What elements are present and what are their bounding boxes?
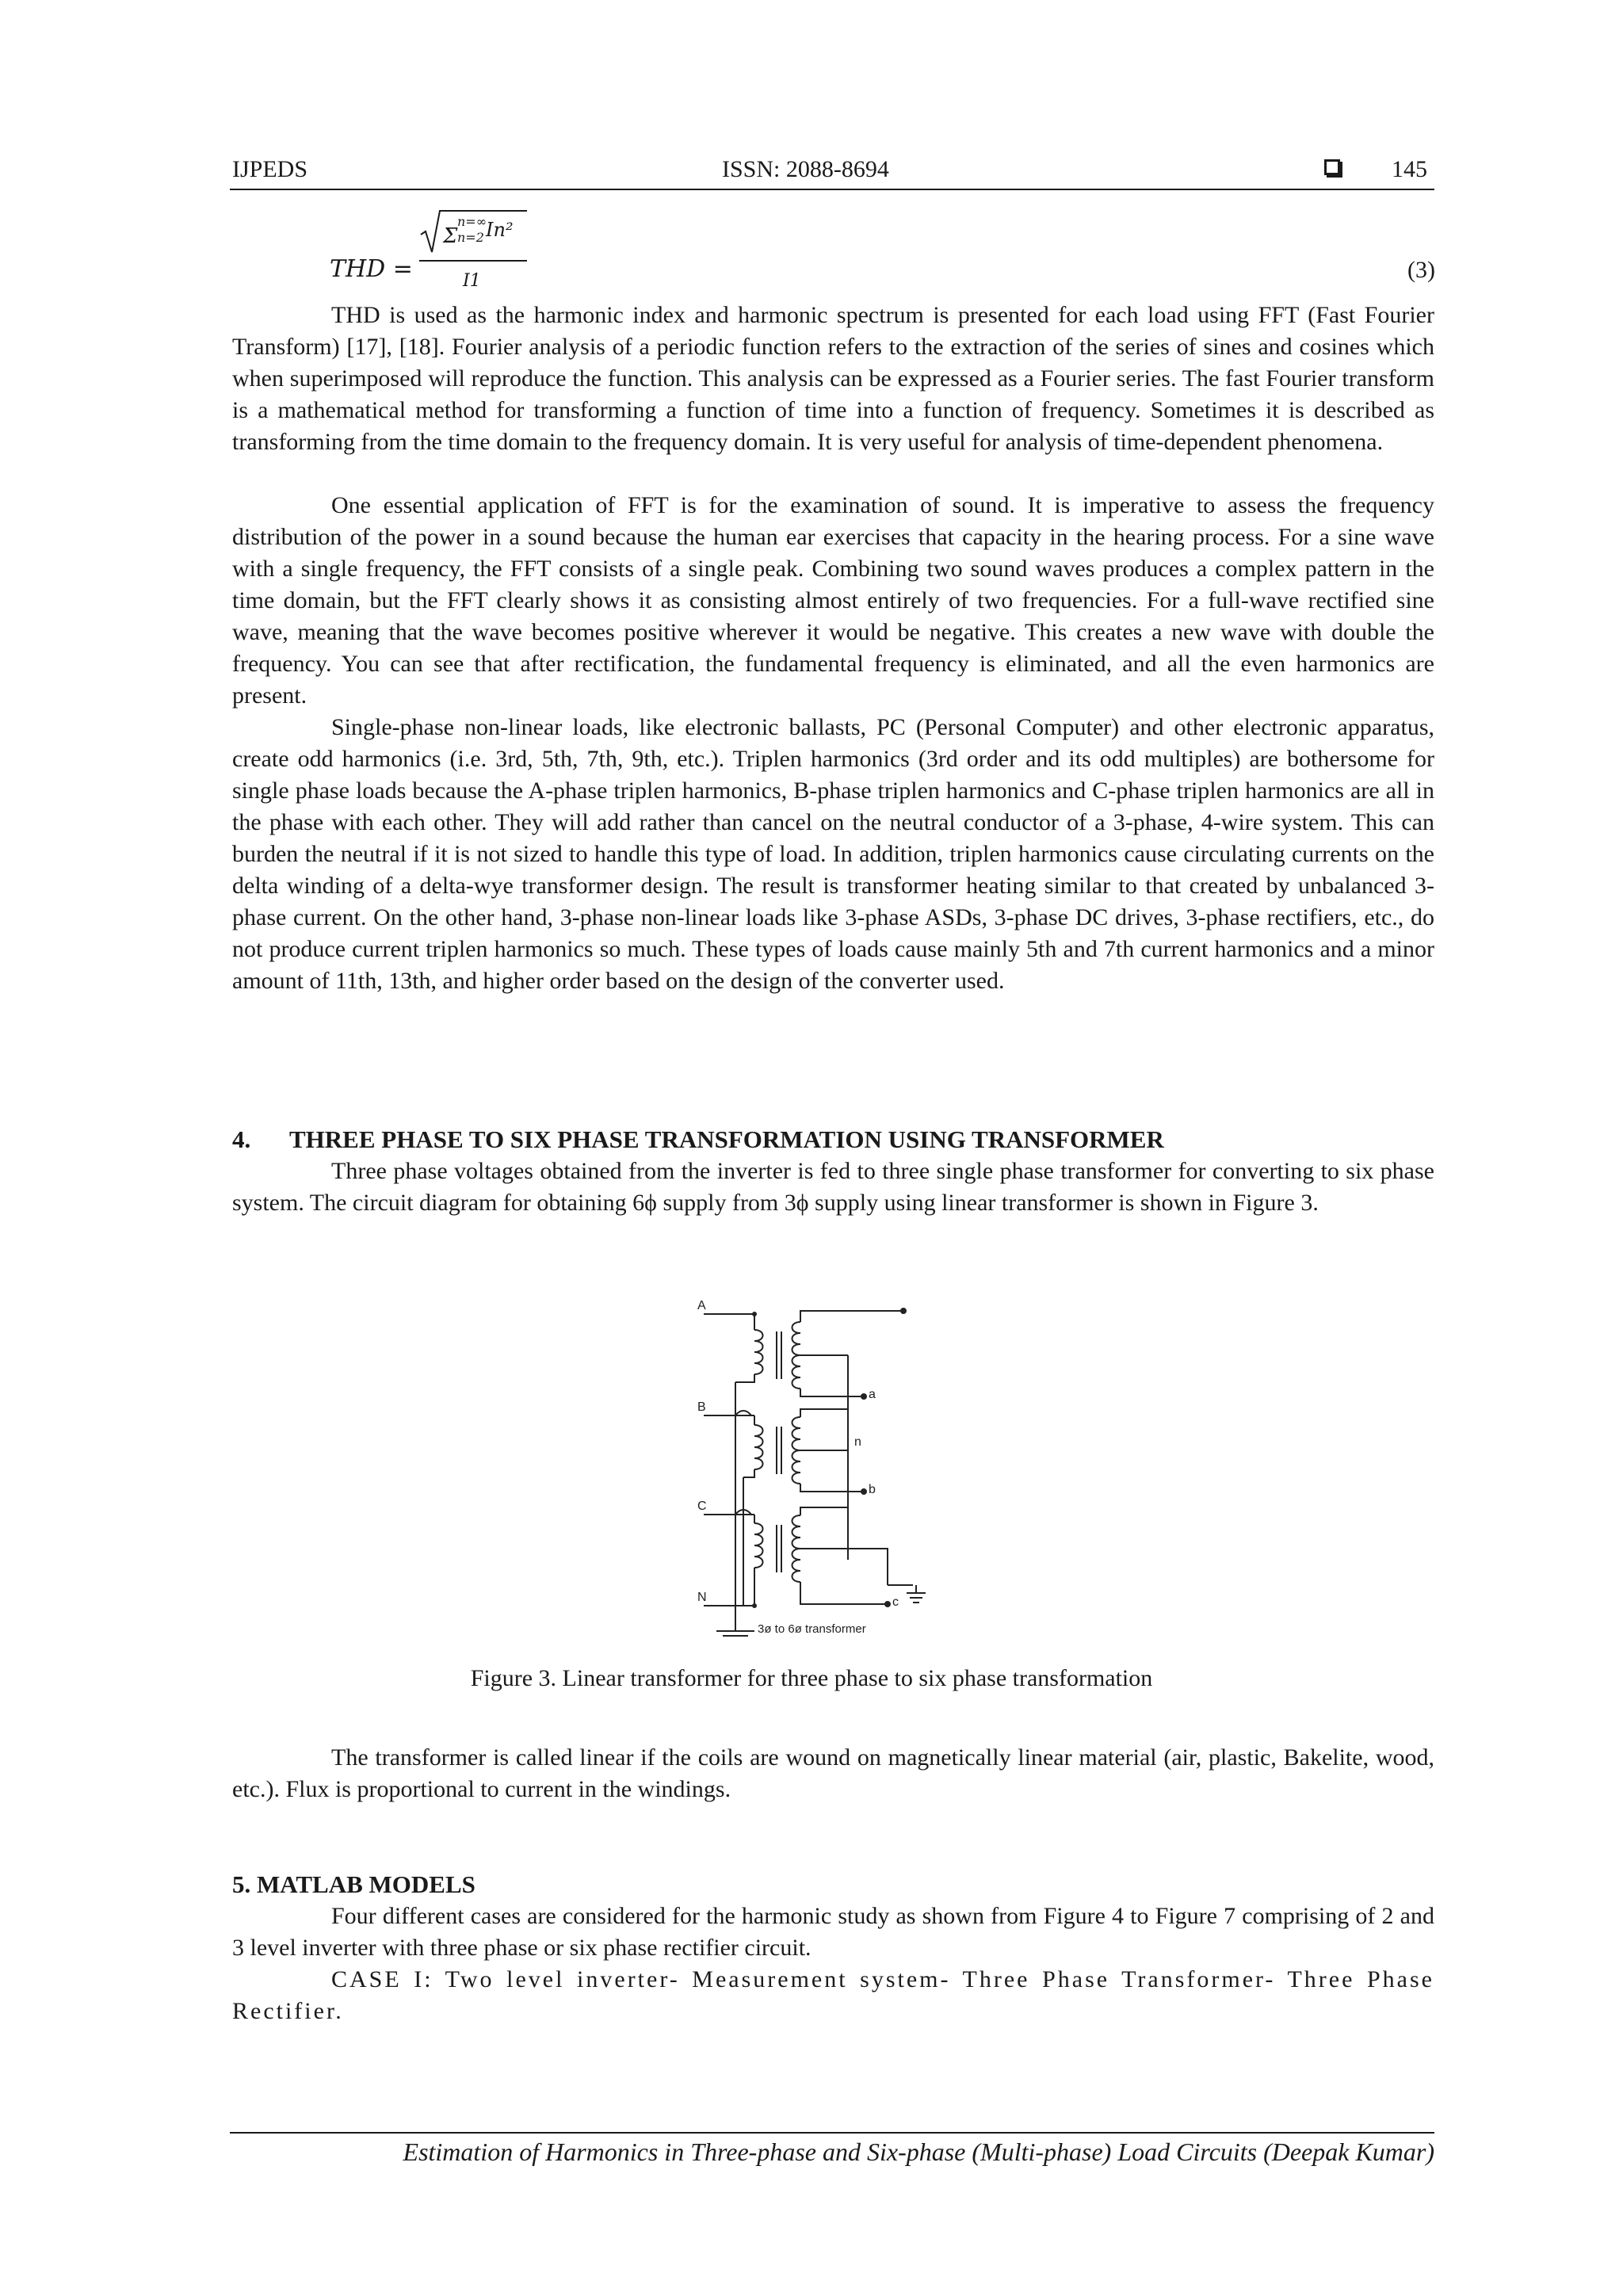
sum-sign-icon: Σ (443, 224, 458, 248)
label-phase-a: A (697, 1299, 706, 1312)
page-number: 145 (1392, 156, 1427, 182)
issn: ISSN: 2088-8694 (722, 156, 889, 182)
thd-equation (330, 208, 1435, 303)
equation-lhs: THD = (330, 255, 413, 283)
label-output-n: n (854, 1435, 861, 1449)
section-number: 4. (232, 1125, 251, 1153)
paragraph-nonlinear-loads: Single-phase non-linear loads, like electronic ballasts, PC (Personal Computer) and other electronic apparatus, create odd harmonics (i.e. 3rd, 5th, 7th, 9th, etc.). Triplen harmonics (3rd order and its odd multiples) are bothersome for single phase loads because the A-phase triplen harmonics, B-phase triplen harmonics and C-phase triplen harmonics are all in the phase with each other. They will add rather than cancel on the neutral conductor of a 3-phase, 4-wire system. This can burden the neutral if it is not sized to handle this type of load. In addition, triplen harmonics cause circulating currents on the delta winding of a delta-wye transformer design. The result is transformer heating similar to that created by unbalanced 3-phase current. On the other hand, 3-phase non-linear loads like 3-phase ASDs, 3-phase DC drives, 3-phase rectifiers, etc., do not produce current triplen harmonics so much. These types of loads cause mainly 5th and 7th current harmonics and a minor amount of 11th, 13th, and higher order based on the design of the converter used. (232, 714, 1434, 994)
equation-fraction (419, 208, 527, 303)
output-terminal (884, 1601, 891, 1607)
label-output-c: c (892, 1595, 899, 1609)
output-terminal (861, 1488, 867, 1495)
paragraph-four-cases: Four different cases are considered for the harmonic study as shown from Figure 4 to Figure 7 comprising of 2 and 3 level inverter with three phase or six phase rectifier circuit. (232, 1903, 1434, 1961)
checkbox-square-icon (1324, 159, 1340, 175)
paragraph-linear-transformer: The transformer is called linear if the coils are wound on magnetically linear material (air, plastic, Bakelite, wood, etc.). Flux is proportional to current in the windings. (232, 1744, 1434, 1802)
section-title: THREE PHASE TO SIX PHASE TRANSFORMATION USING TRANSFORMER (289, 1125, 1164, 1153)
figure-inner-caption: 3ø to 6ø transformer (758, 1622, 866, 1636)
equation-number: (3) (1407, 257, 1435, 283)
transformer-circuit-diagram (682, 1290, 1014, 1639)
paragraph-fft-sound: One essential application of FFT is for the examination of sound. It is imperative to assess the frequency distribution of the power in a sound because the human ear exercises that capacity in the hearing process. For a sine wave with a single frequency, the FFT consists of a single peak. Combining two sound waves produces a complex pattern in the time domain, but the FFT clearly shows it as consisting almost entirely of two frequencies. For a full-wave rectified sine wave, meaning that the wave becomes positive wherever it would be negative. This creates a new wave with double the frequency. You can see that after rectification, the fundamental frequency is eliminated, and all the even harmonics are present. (232, 492, 1434, 709)
label-output-b: b (869, 1483, 876, 1496)
label-output-a: a (869, 1388, 876, 1401)
label-neutral: N (697, 1591, 707, 1604)
footer-rule (230, 2132, 1434, 2134)
paragraph-case-one: CASE I: Two level inverter- Measurement system- Three Phase Transformer- Three Phase Rectifier. (232, 1966, 1434, 2024)
paragraph-thd-fft: THD is used as the harmonic index and harmonic spectrum is presented for each load using FFT (Fast Fourier Transform) [17], [18]. Fourier analysis of a periodic function refers to the extraction of the series of sines and cosines which when superimposed will reproduce the function. This analysis can be expressed as a Fourier series. The fast Fourier transform is a mathematical method for transforming a function of time into a function of frequency. Sometimes it is described as transforming from the time domain to the frequency domain. It is very useful for analysis of time-dependent phenomena. (232, 302, 1434, 455)
section-heading-5: 5. MATLAB MODELS (232, 1870, 475, 1898)
output-terminal (861, 1393, 867, 1400)
header-rule (230, 189, 1434, 190)
fraction-bar (419, 260, 527, 262)
sum-upper-limit: n=∞ (457, 214, 487, 229)
journal-name: IJPEDS (232, 156, 308, 182)
label-phase-b: B (697, 1400, 706, 1414)
input-terminal (752, 1603, 757, 1608)
equation-denominator: I1 (463, 271, 481, 291)
equation-numerator: In² (486, 219, 514, 241)
input-terminal (752, 1312, 757, 1316)
label-phase-c: C (697, 1499, 707, 1513)
paragraph-three-to-six-phase: Three phase voltages obtained from the inverter is fed to three single phase transformer for converting to six phase system. The circuit diagram for obtaining 6ϕ supply from 3ϕ supply using linear transformer is shown in Figure 3. (232, 1158, 1434, 1216)
figure-caption: Figure 3. Linear transformer for three phase to six phase transformation (470, 1665, 1153, 1691)
footer-title: Estimation of Harmonics in Three-phase and Six-phase (Multi-phase) Load Circuits (Deepak Kumar) (403, 2137, 1434, 2166)
section-heading-4 (232, 1124, 1164, 1156)
output-terminal (900, 1308, 907, 1314)
sum-lower-limit: n=2 (457, 230, 484, 245)
